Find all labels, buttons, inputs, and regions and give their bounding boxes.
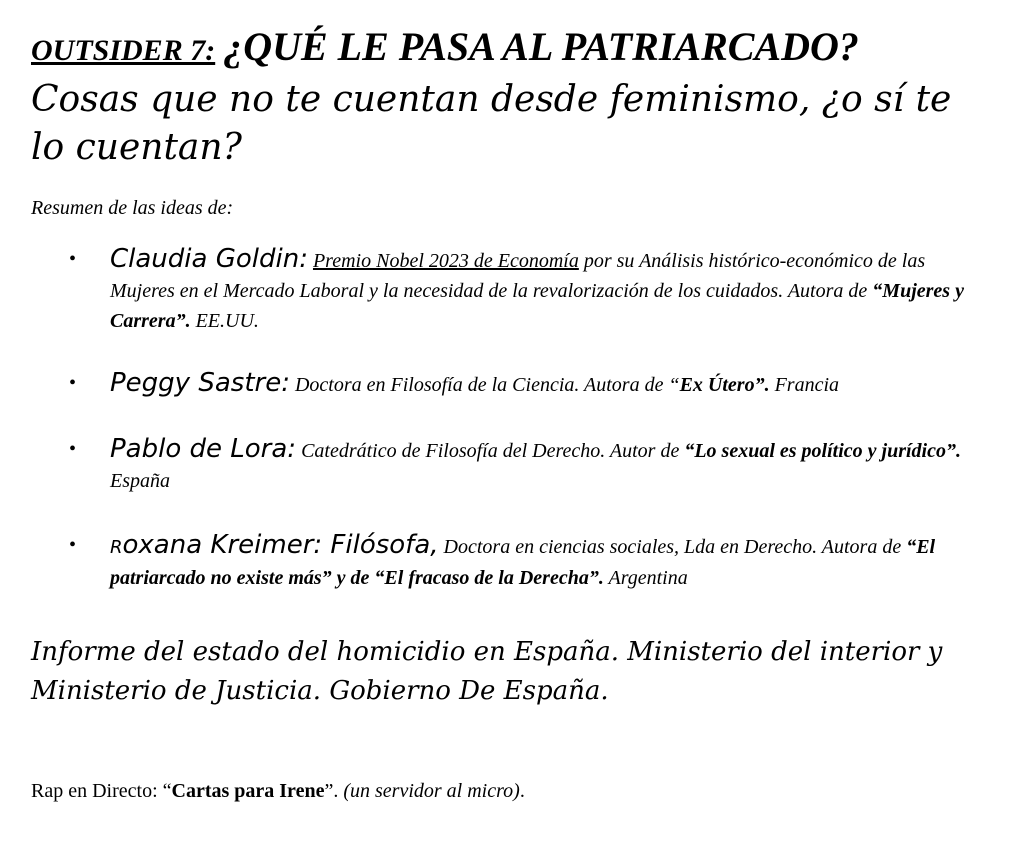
bullet-icon: •	[69, 534, 77, 556]
person-name-initial: R	[110, 537, 123, 558]
book-titles: “El patriarcado no existe más” y de “El fracaso de la Derecha”.	[110, 536, 936, 589]
list-item-pablo-de-lora	[31, 434, 980, 496]
rap-prefix: Rap en Directo: “	[31, 780, 172, 802]
rap-note: (un servidor al micro)	[343, 780, 520, 802]
person-name	[110, 530, 439, 560]
document-title	[31, 22, 991, 76]
person-country: España	[110, 470, 170, 492]
person-country: EE.UU.	[190, 310, 259, 332]
rap-close-quote: ”	[324, 780, 334, 802]
award-text: Premio Nobel 2023 de Economía	[312, 250, 579, 272]
list-item-claudia-goldin	[31, 244, 980, 336]
book-title: Ex Útero”.	[679, 374, 770, 396]
list-item-peggy-sastre	[31, 368, 980, 400]
person-country: Francia	[769, 374, 840, 396]
person-name: Claudia Goldin:	[110, 244, 308, 274]
person-name: Pablo de Lora:	[110, 434, 297, 464]
book-title: “Mujeres y Carrera”.	[110, 280, 964, 332]
document-subtitle: Cosas que no te cuentan desde feminismo, ¿o sí te lo cuentan?	[31, 79, 952, 168]
person-description: Doctora en Filosofía de la Ciencia. Autora de “	[289, 374, 680, 396]
document-page	[31, 22, 991, 805]
bullet-icon: •	[69, 248, 77, 270]
person-name-rest: oxana Kreimer: Filósofa,	[122, 530, 439, 560]
person-description: Catedrático de Filosofía del Derecho. Autor de	[296, 440, 685, 462]
bullet-icon: •	[69, 438, 77, 460]
rap-end: .	[519, 780, 525, 802]
rap-separator: .	[333, 780, 344, 802]
person-description: Doctora en ciencias sociales, Lda en Derecho. Autora de	[438, 536, 907, 558]
book-title: “Lo sexual es político y jurídico”.	[684, 440, 961, 462]
bullet-icon: •	[69, 372, 77, 394]
people-list	[31, 244, 991, 593]
person-country: Argentina	[603, 567, 688, 589]
rap-song-title: Cartas para Irene	[171, 780, 325, 802]
title-label: OUTSIDER 7:	[31, 34, 216, 67]
person-description: por su Análisis histórico-económico de las Mujeres en el Mercado Laboral y la necesidad de la revalorización de los cuidados. Autora de	[110, 250, 926, 302]
intro-text: Resumen de las ideas de:	[31, 197, 234, 219]
title-main: ¿QUÉ LE PASA AL PATRIARCADO?	[223, 24, 859, 69]
report-paragraph: Informe del estado del homicidio en España. Ministerio del interior y Ministerio de Justicia. Gobierno De España.	[31, 637, 943, 706]
person-name: Peggy Sastre:	[110, 368, 290, 398]
list-item-roxana-kreimer	[31, 530, 980, 593]
rap-line	[31, 777, 991, 805]
